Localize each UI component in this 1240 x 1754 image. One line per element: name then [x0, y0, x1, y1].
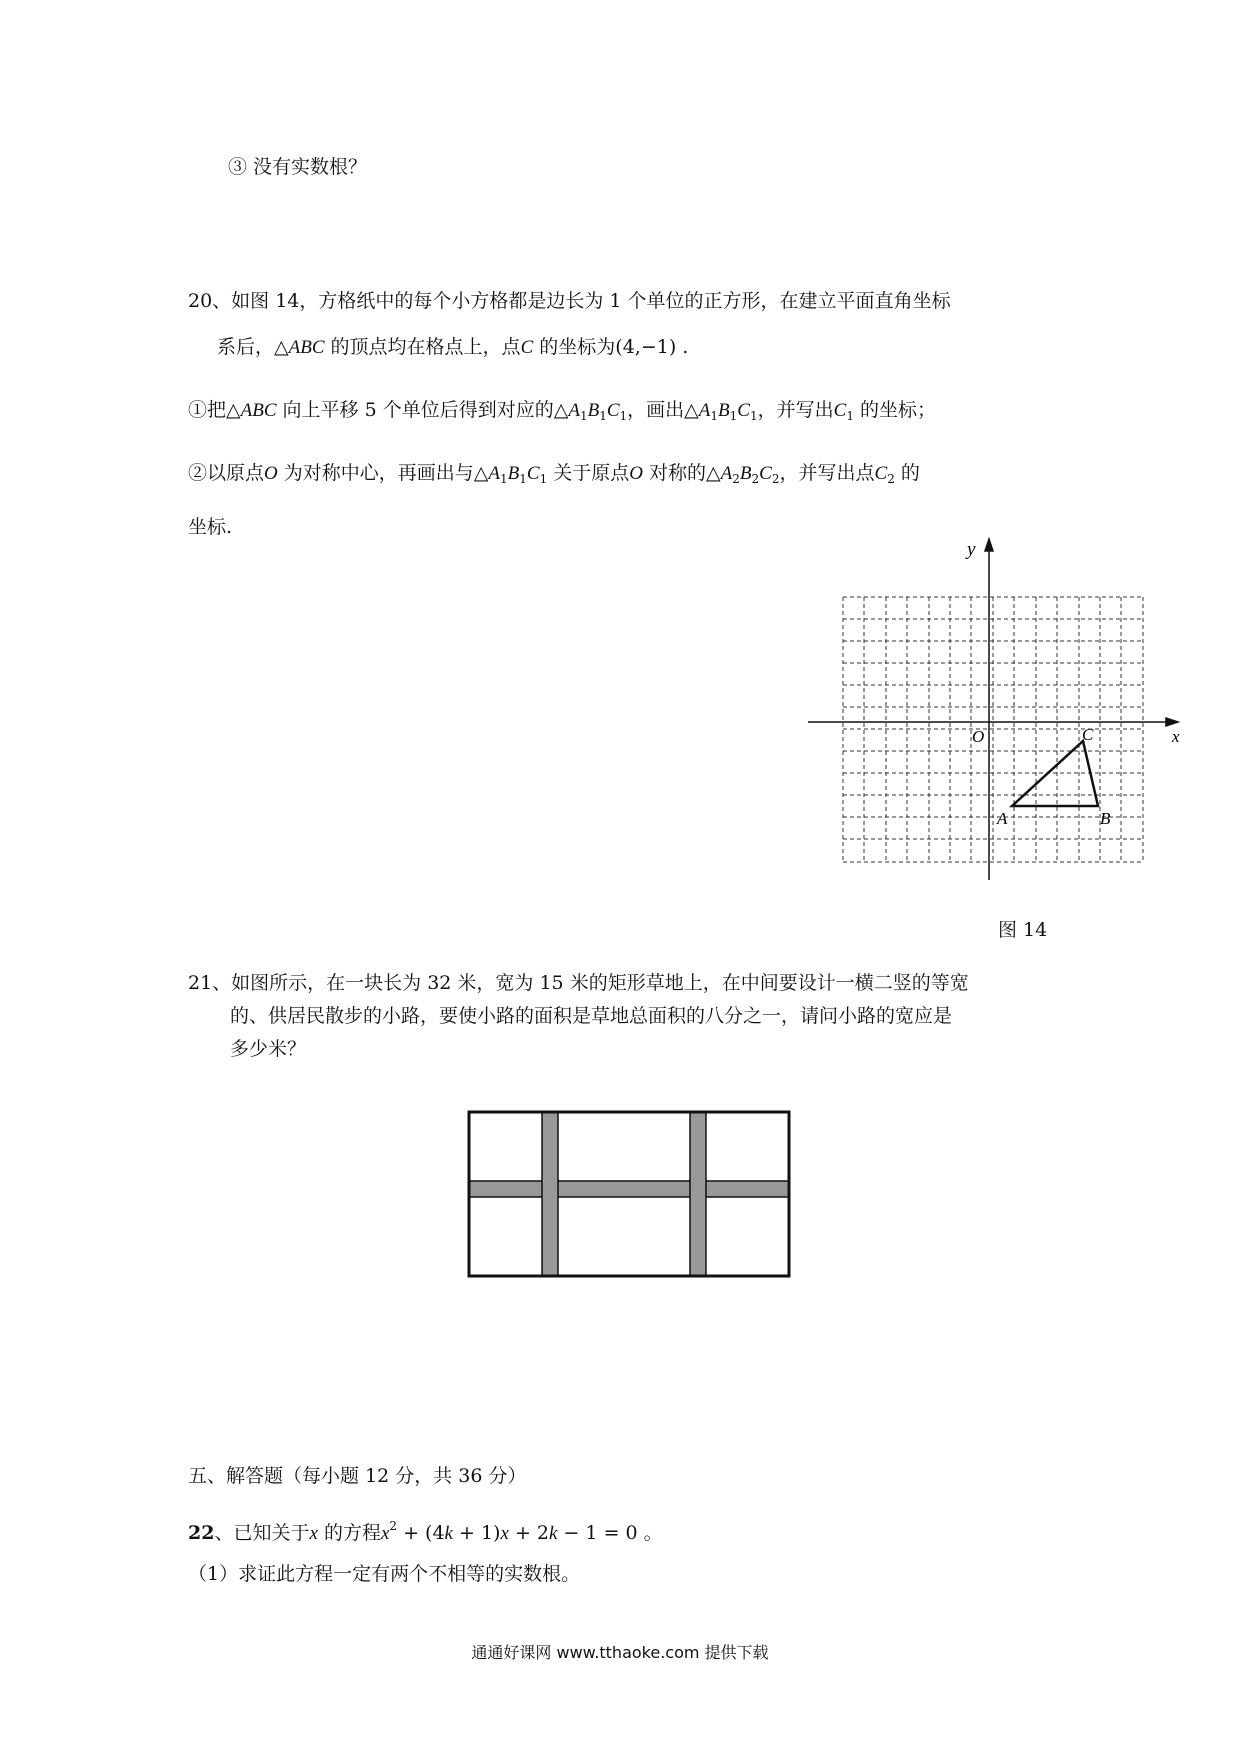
q22-line: 22、已知关于x 的方程$x^2 + (4k + 1)x + 2k - 1 = 0$ 。 [188, 1519, 663, 1544]
label-x: x [1172, 727, 1180, 746]
vertical-path-left [542, 1112, 558, 1276]
q20-part2-cont: 坐标. [188, 516, 233, 538]
label-y: y [967, 539, 976, 560]
label-o: O [972, 727, 985, 746]
label-a: A [997, 809, 1008, 828]
vertical-path-right [690, 1112, 706, 1276]
q20-part1: ①把△ABC 向上平移 5 个单位后得到对应的$\triangle A_1B_1C_1$，画出$\triangle A_1B_1C_1$，并写出$C_1$ 的坐标； [188, 399, 937, 423]
label-b: B [1100, 809, 1111, 828]
q21-line3: 多少米？ [230, 1038, 307, 1060]
horizontal-path [469, 1181, 789, 1197]
grid [843, 597, 1143, 862]
q19-item3: ③ 没有实数根？ [228, 156, 368, 178]
q21-line2: 的、供居民散步的小路，要使小路的面积是草地总面积的八分之一，请问小路的宽应是 [230, 1005, 953, 1027]
q20-part2: ②以原点O 为对称中心，再画出与$\triangle A_1B_1C_1$ 关于原点O 对称的$\triangle A_2B_2C_2$，并写出点$C_2$ 的 [188, 462, 920, 486]
q20-line1: 20、如图 14，方格纸中的每个小方格都是边长为 1 个单位的正方形，在建立平面直角坐标 [188, 290, 951, 312]
q20-line2: 系后，△ABC 的顶点均在格点上，点C 的坐标为(4,−1) . [217, 336, 689, 358]
page-footer: 通通好课网 www.tthaoke.com 提供下载 [471, 1643, 769, 1662]
q21-line1: 21、如图所示，在一块长为 32 米，宽为 15 米的矩形草地上，在中间要设计一横二竖的等宽 [188, 972, 969, 994]
figure-14-caption: 图 14 [998, 919, 1048, 941]
label-c: C [1082, 725, 1094, 744]
lawn-figure [467, 1110, 797, 1280]
section5-title: 五、解答题（每小题 12 分，共 36 分） [188, 1465, 527, 1487]
figure-14 [800, 535, 1200, 895]
q22-part1: （1）求证此方程一定有两个不相等的实数根。 [188, 1563, 581, 1585]
